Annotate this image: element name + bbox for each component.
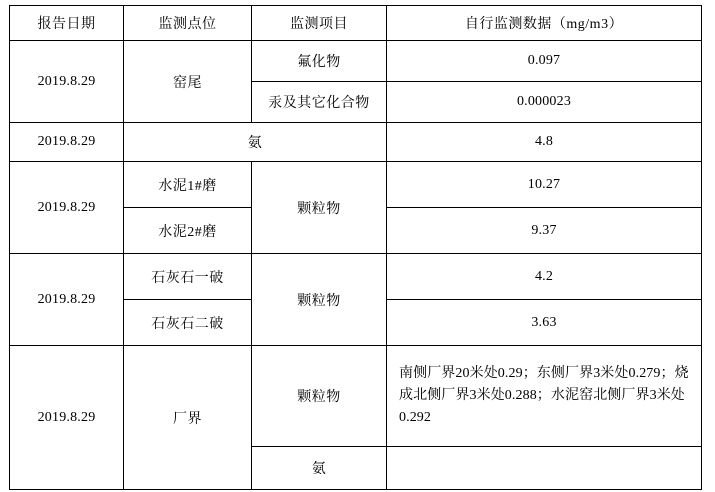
cell-date: 2019.8.29 [10, 41, 124, 123]
cell-value: 3.63 [387, 300, 702, 346]
table-row [10, 346, 702, 447]
cell-date: 2019.8.29 [10, 254, 124, 346]
cell-item: 氨 [252, 447, 387, 490]
cell-item: 氨 [124, 123, 387, 162]
cell-value [387, 447, 702, 490]
column-header-value: 自行监测数据（mg/m3） [387, 6, 702, 41]
cell-item: 颗粒物 [252, 346, 387, 447]
cell-point: 石灰石一破 [124, 254, 252, 300]
cell-date: 2019.8.29 [10, 162, 124, 254]
table-row [10, 41, 702, 82]
table-header-row [10, 6, 702, 41]
monitoring-data-table [9, 5, 702, 490]
cell-value: 0.000023 [387, 82, 702, 123]
cell-date: 2019.8.29 [10, 123, 124, 162]
cell-value: 10.27 [387, 162, 702, 208]
column-header-item: 监测项目 [252, 6, 387, 41]
cell-item: 颗粒物 [252, 162, 387, 254]
cell-item: 汞及其它化合物 [252, 82, 387, 123]
cell-value: 9.37 [387, 208, 702, 254]
table-row [10, 162, 702, 208]
cell-value [387, 346, 702, 447]
cell-value-text: 南侧厂界20米处0.29；东侧厂界3米处0.279；烧成北侧厂界3米处0.288；水泥窑北侧厂界3米处0.292 [399, 366, 689, 425]
cell-date: 2019.8.29 [10, 346, 124, 490]
cell-value: 4.8 [387, 123, 702, 162]
cell-point: 水泥1#磨 [124, 162, 252, 208]
cell-point: 石灰石二破 [124, 300, 252, 346]
cell-point: 窑尾 [124, 41, 252, 123]
cell-value: 4.2 [387, 254, 702, 300]
column-header-point: 监测点位 [124, 6, 252, 41]
table-row [10, 123, 702, 162]
document-page [0, 5, 715, 492]
table-row [10, 254, 702, 300]
cell-item: 颗粒物 [252, 254, 387, 346]
cell-point: 水泥2#磨 [124, 208, 252, 254]
cell-point: 厂界 [124, 346, 252, 490]
cell-item: 氟化物 [252, 41, 387, 82]
column-header-date: 报告日期 [10, 6, 124, 41]
cell-value: 0.097 [387, 41, 702, 82]
